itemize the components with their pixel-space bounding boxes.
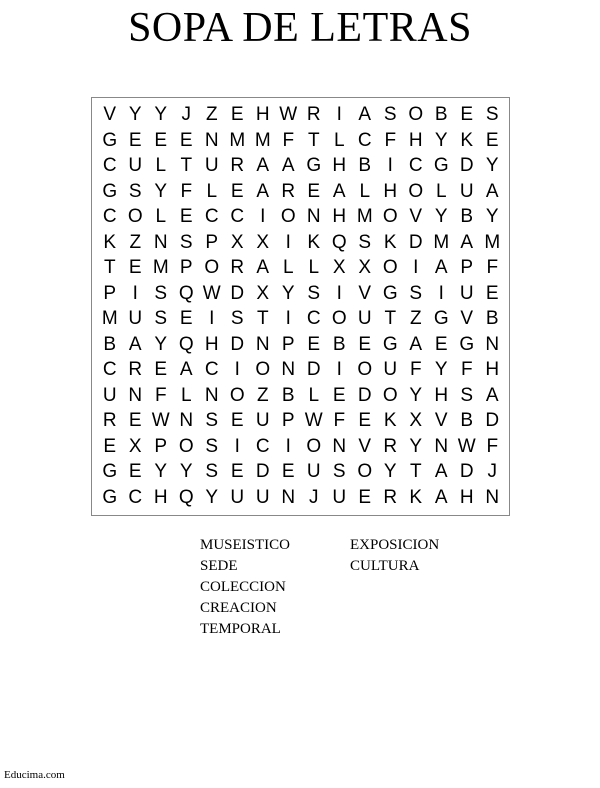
grid-letter: W xyxy=(151,410,170,431)
grid-letter: O xyxy=(127,206,143,227)
grid-letter: I xyxy=(285,231,291,253)
grid-letter: H xyxy=(332,155,347,176)
grid-letter: X xyxy=(128,435,142,457)
grid-letter: B xyxy=(460,410,474,431)
grid-letter: A xyxy=(485,384,499,406)
grid-letter: U xyxy=(357,308,372,329)
grid-letter: I xyxy=(438,282,444,304)
grid-letter: W xyxy=(304,410,323,431)
grid-letter: R xyxy=(383,486,398,508)
grid-letter: F xyxy=(486,257,499,278)
grid-letter: K xyxy=(383,231,397,253)
grid-letter: O xyxy=(229,384,245,406)
grid-letter: S xyxy=(358,231,372,253)
word-list-item: CULTURA xyxy=(350,558,420,574)
footer-credit: Educima.com xyxy=(4,769,65,781)
grid-letter: G xyxy=(382,282,398,304)
grid-letter: L xyxy=(333,129,345,151)
grid-letter: E xyxy=(281,461,295,482)
grid-letter: Q xyxy=(331,231,347,253)
grid-letter: M xyxy=(484,231,501,253)
grid-letter: D xyxy=(230,333,245,355)
grid-letter: B xyxy=(434,104,448,125)
grid-letter: S xyxy=(383,104,397,125)
grid-letter: F xyxy=(460,359,473,380)
word-list-item: EXPOSICION xyxy=(350,537,440,553)
grid-letter: M xyxy=(433,231,450,253)
grid-letter: A xyxy=(434,486,448,508)
grid-letter: Y xyxy=(128,104,142,125)
grid-letter: Z xyxy=(129,231,142,253)
grid-letter: T xyxy=(103,257,116,278)
grid-letter: F xyxy=(409,359,422,380)
grid-letter: E xyxy=(230,410,244,431)
grid-letter: Z xyxy=(256,384,269,406)
grid-letter: G xyxy=(102,129,118,151)
grid-letter: C xyxy=(204,206,219,227)
grid-letter: A xyxy=(281,155,295,176)
grid-letter: P xyxy=(103,282,117,304)
grid-letter: A xyxy=(434,461,448,482)
grid-letter: Y xyxy=(434,359,448,380)
grid-letter: X xyxy=(332,257,346,278)
grid-letter: E xyxy=(358,486,372,508)
grid-letter: F xyxy=(282,129,295,151)
grid-letter: E xyxy=(460,104,474,125)
grid-letter: U xyxy=(332,486,347,508)
grid-letter: E xyxy=(154,359,168,380)
grid-letter: Y xyxy=(154,461,168,482)
grid-letter: F xyxy=(180,180,193,202)
grid-letter: N xyxy=(204,129,219,151)
grid-letter: X xyxy=(256,282,270,304)
grid-letter: D xyxy=(485,410,500,431)
grid-letter: E xyxy=(179,308,193,329)
grid-letter: J xyxy=(309,486,319,508)
grid-letter: I xyxy=(234,435,240,457)
grid-letter: Y xyxy=(154,104,168,125)
grid-letter: S xyxy=(230,308,244,329)
grid-letter: I xyxy=(387,155,393,176)
grid-letter: B xyxy=(103,333,117,355)
grid-letter: Z xyxy=(409,308,422,329)
grid-letter: E xyxy=(230,104,244,125)
grid-letter: O xyxy=(382,384,398,406)
grid-letter: E xyxy=(358,410,372,431)
grid-letter: S xyxy=(332,461,346,482)
grid-letter: G xyxy=(433,155,449,176)
grid-letter: S xyxy=(307,282,321,304)
grid-letter: E xyxy=(485,129,499,151)
grid-letter: E xyxy=(128,129,142,151)
grid-letter: E xyxy=(307,180,321,202)
grid-letter: G xyxy=(433,308,449,329)
grid-letter: G xyxy=(102,180,118,202)
grid-letter: L xyxy=(308,384,320,406)
grid-letter: A xyxy=(332,180,346,202)
grid-letter: C xyxy=(128,486,143,508)
grid-letter: W xyxy=(457,435,476,457)
grid-letter: L xyxy=(155,155,167,176)
grid-letter: U xyxy=(459,282,474,304)
grid-letter: G xyxy=(306,155,322,176)
grid-letter: U xyxy=(102,384,117,406)
grid-letter: X xyxy=(409,410,423,431)
grid-letter: M xyxy=(229,129,246,151)
grid-letter: B xyxy=(281,384,295,406)
page-title: SOPA DE LETRAS xyxy=(128,5,472,51)
grid-letter: F xyxy=(384,129,397,151)
grid-letter: M xyxy=(254,129,271,151)
grid-letter: D xyxy=(306,359,321,380)
grid-letter: U xyxy=(204,155,219,176)
grid-letter: B xyxy=(460,206,474,227)
grid-letter: S xyxy=(179,231,193,253)
grid-letter: C xyxy=(204,359,219,380)
grid-letter: A xyxy=(256,180,270,202)
grid-letter: M xyxy=(101,308,118,329)
grid-letter: N xyxy=(434,435,449,457)
grid-letter: Y xyxy=(281,282,295,304)
grid-letter: V xyxy=(434,410,448,431)
grid-letter: A xyxy=(409,333,423,355)
grid-letter: X xyxy=(230,231,244,253)
grid-letter: B xyxy=(332,333,346,355)
grid-letter: N xyxy=(306,206,321,227)
grid-letter: W xyxy=(202,282,221,304)
grid-letter: Y xyxy=(383,461,397,482)
grid-letter: D xyxy=(459,461,474,482)
grid-letter: U xyxy=(230,486,245,508)
grid-letter: O xyxy=(382,257,398,278)
grid-letter: R xyxy=(102,410,117,431)
grid-letter: J xyxy=(181,104,191,125)
grid-letter: O xyxy=(408,104,424,125)
grid-letter: C xyxy=(102,206,117,227)
grid-letter: N xyxy=(179,410,194,431)
grid-letter: P xyxy=(205,231,219,253)
grid-letter: A xyxy=(460,231,474,253)
grid-letter: O xyxy=(357,359,373,380)
grid-letter: N xyxy=(485,486,500,508)
grid-letter: E xyxy=(154,129,168,151)
grid-letter: U xyxy=(459,180,474,202)
grid-letter: G xyxy=(382,333,398,355)
grid-letter: I xyxy=(336,104,342,125)
grid-letter: V xyxy=(103,104,117,125)
grid-letter: Y xyxy=(179,461,193,482)
grid-letter: K xyxy=(307,231,321,253)
grid-letter: P xyxy=(179,257,193,278)
grid-letter: I xyxy=(413,257,419,278)
grid-letter: S xyxy=(485,104,499,125)
grid-letter: C xyxy=(230,206,245,227)
grid-letter: V xyxy=(409,206,423,227)
word-list-item: MUSEISTICO xyxy=(200,537,291,553)
grid-letter: N xyxy=(204,384,219,406)
grid-letter: O xyxy=(255,359,271,380)
grid-letter: U xyxy=(255,410,270,431)
grid-letter: N xyxy=(153,231,168,253)
grid-letter: J xyxy=(487,461,497,482)
grid-letter: O xyxy=(306,435,322,457)
grid-letter: H xyxy=(485,359,500,380)
grid-letter: I xyxy=(234,359,240,380)
grid-letter: X xyxy=(256,231,270,253)
grid-letter: V xyxy=(460,308,474,329)
grid-letter: A xyxy=(434,257,448,278)
grid-letter: Y xyxy=(434,129,448,151)
grid-letter: F xyxy=(333,410,346,431)
grid-letter: E xyxy=(485,282,499,304)
grid-letter: Y xyxy=(154,180,168,202)
grid-letter: S xyxy=(128,180,142,202)
grid-letter: M xyxy=(152,257,169,278)
grid-letter: T xyxy=(256,308,269,329)
grid-letter: Y xyxy=(485,206,499,227)
grid-letter: R xyxy=(281,180,296,202)
grid-letter: Y xyxy=(154,333,168,355)
grid-letter: C xyxy=(306,308,321,329)
grid-letter: L xyxy=(435,180,447,202)
grid-letter: R xyxy=(230,155,245,176)
grid-letter: T xyxy=(409,461,422,482)
grid-letter: D xyxy=(255,461,270,482)
grid-letter: O xyxy=(382,206,398,227)
grid-letter: E xyxy=(358,333,372,355)
grid-letter: O xyxy=(204,257,220,278)
grid-letter: Y xyxy=(434,206,448,227)
grid-letter: L xyxy=(282,257,294,278)
grid-letter: V xyxy=(358,282,372,304)
grid-letter: O xyxy=(178,435,194,457)
grid-letter: U xyxy=(128,308,143,329)
grid-letter: I xyxy=(336,282,342,304)
grid-letter: P xyxy=(460,257,474,278)
word-list-item: TEMPORAL xyxy=(200,621,281,637)
grid-letter: S xyxy=(154,282,168,304)
word-list-item: COLECCION xyxy=(200,579,286,595)
grid-letter: Y xyxy=(485,155,499,176)
grid-letter: D xyxy=(408,231,423,253)
grid-letter: N xyxy=(485,333,500,355)
grid-letter: Q xyxy=(178,486,194,508)
grid-letter: A xyxy=(256,155,270,176)
grid-letter: C xyxy=(255,435,270,457)
grid-letter: U xyxy=(255,486,270,508)
grid-letter: E xyxy=(179,129,193,151)
grid-letter: N xyxy=(128,384,143,406)
grid-letter: G xyxy=(102,486,118,508)
grid-letter: A xyxy=(128,333,142,355)
grid-letter: G xyxy=(459,333,475,355)
grid-letter: K xyxy=(383,410,397,431)
grid-letter: E xyxy=(179,206,193,227)
grid-letter: T xyxy=(180,155,193,176)
grid-letter: B xyxy=(485,308,499,329)
grid-letter: M xyxy=(356,206,373,227)
grid-letter: L xyxy=(308,257,320,278)
grid-letter: R xyxy=(230,257,245,278)
grid-letter: R xyxy=(383,435,398,457)
grid-letter: I xyxy=(260,206,266,227)
grid-letter: E xyxy=(434,333,448,355)
grid-letter: H xyxy=(383,180,398,202)
grid-letter: H xyxy=(434,384,449,406)
grid-letter: L xyxy=(155,206,167,227)
grid-letter: O xyxy=(331,308,347,329)
grid-letter: K xyxy=(103,231,117,253)
grid-letter: A xyxy=(485,180,499,202)
grid-letter: I xyxy=(132,282,138,304)
grid-letter: S xyxy=(205,410,219,431)
grid-letter: P xyxy=(154,435,168,457)
grid-letter: S xyxy=(205,461,219,482)
grid-letter: X xyxy=(358,257,372,278)
grid-letter: H xyxy=(255,104,270,125)
grid-letter: O xyxy=(357,461,373,482)
grid-letter: R xyxy=(306,104,321,125)
grid-letter: R xyxy=(128,359,143,380)
grid-letter: A xyxy=(179,359,193,380)
grid-letter: L xyxy=(206,180,218,202)
grid-letter: L xyxy=(359,180,371,202)
grid-letter: P xyxy=(281,410,295,431)
grid-letter: K xyxy=(409,486,423,508)
grid-letter: F xyxy=(486,435,499,457)
grid-letter: D xyxy=(459,155,474,176)
grid-letter: Z xyxy=(205,104,218,125)
grid-letter: V xyxy=(358,435,372,457)
grid-letter: N xyxy=(281,359,296,380)
grid-letter: E xyxy=(128,410,142,431)
word-list-item: SEDE xyxy=(200,558,238,574)
grid-letter: Y xyxy=(409,384,423,406)
grid-letter: H xyxy=(459,486,474,508)
grid-letter: U xyxy=(306,461,321,482)
grid-letter: Q xyxy=(178,282,194,304)
word-list-column-2 xyxy=(350,535,439,577)
grid-letter: S xyxy=(460,384,474,406)
grid-letter: Y xyxy=(409,435,423,457)
grid-letter: E xyxy=(128,257,142,278)
grid-letter: F xyxy=(154,384,167,406)
grid-letter: H xyxy=(408,129,423,151)
grid-letter: A xyxy=(358,104,372,125)
grid-letter: U xyxy=(128,155,143,176)
word-search-grid xyxy=(97,102,505,510)
grid-letter: I xyxy=(209,308,215,329)
grid-letter: E xyxy=(332,384,346,406)
grid-letter: Y xyxy=(205,486,219,508)
grid-letter: O xyxy=(280,206,296,227)
grid-letter: B xyxy=(358,155,372,176)
grid-letter: S xyxy=(205,435,219,457)
grid-letter: L xyxy=(180,384,192,406)
grid-letter: A xyxy=(256,257,270,278)
grid-letter: C xyxy=(357,129,372,151)
word-list-item: CREACION xyxy=(200,600,277,616)
grid-letter: U xyxy=(383,359,398,380)
grid-letter: D xyxy=(357,384,372,406)
grid-letter: T xyxy=(307,129,320,151)
grid-letter: E xyxy=(103,435,117,457)
grid-letter: I xyxy=(336,359,342,380)
grid-letter: S xyxy=(409,282,423,304)
grid-letter: T xyxy=(384,308,397,329)
grid-letter: H xyxy=(204,333,219,355)
grid-letter: C xyxy=(408,155,423,176)
grid-letter: N xyxy=(332,435,347,457)
grid-letter: G xyxy=(102,461,118,482)
grid-letter: C xyxy=(102,155,117,176)
grid-letter: Q xyxy=(178,333,194,355)
grid-letter: H xyxy=(153,486,168,508)
grid-letter: E xyxy=(230,180,244,202)
grid-letter: E xyxy=(307,333,321,355)
grid-letter: O xyxy=(408,180,424,202)
grid-letter: S xyxy=(154,308,168,329)
grid-letter: I xyxy=(285,308,291,329)
word-list-column-1 xyxy=(200,535,290,640)
grid-letter: D xyxy=(230,282,245,304)
grid-letter: P xyxy=(281,333,295,355)
grid-letter: W xyxy=(279,104,298,125)
grid-letter: H xyxy=(332,206,347,227)
grid-letter: N xyxy=(255,333,270,355)
grid-letter: E xyxy=(128,461,142,482)
grid-letter: C xyxy=(102,359,117,380)
grid-letter: K xyxy=(460,129,474,151)
grid-letter: I xyxy=(285,435,291,457)
grid-letter: N xyxy=(281,486,296,508)
word-search-grid-frame xyxy=(91,97,510,516)
grid-letter: E xyxy=(230,461,244,482)
